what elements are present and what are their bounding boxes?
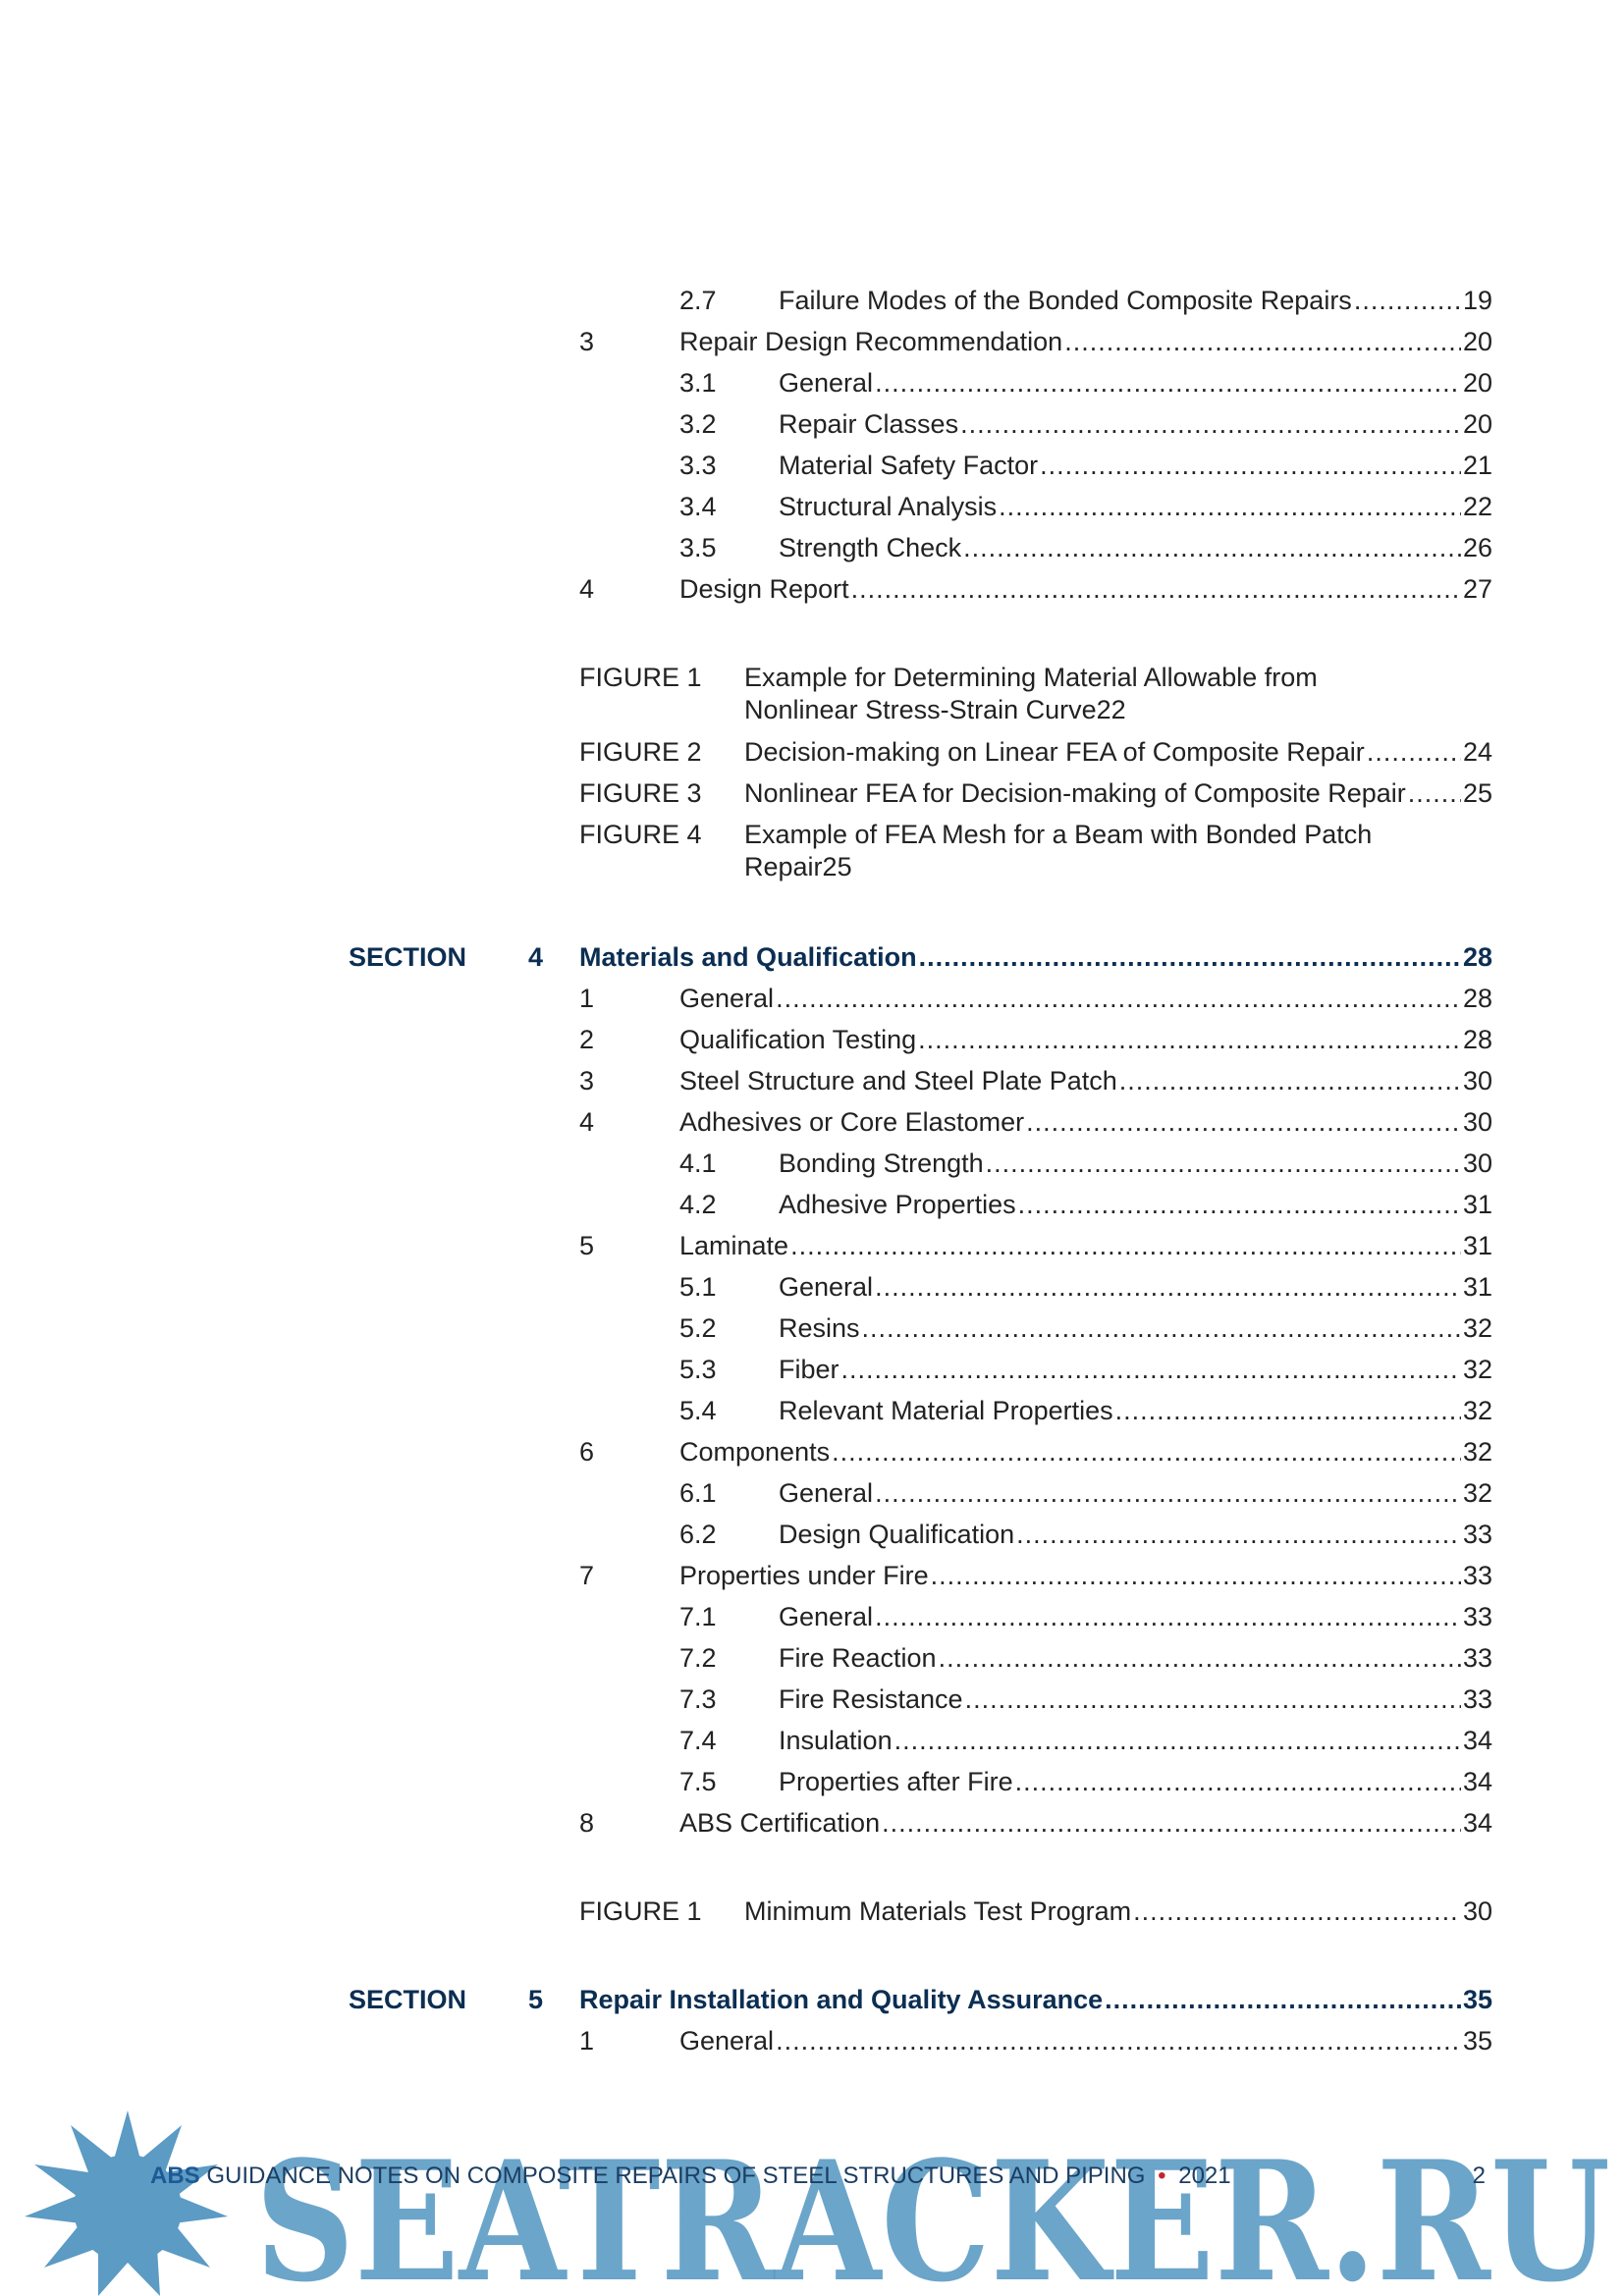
- figure-title: Minimum Materials Test Program: [744, 1896, 1132, 1926]
- entry-title: Insulation: [779, 1726, 893, 1755]
- dot-leader: [1119, 1065, 1461, 1097]
- entry-number: 5.4: [679, 1396, 717, 1425]
- dot-leader: [918, 1024, 1461, 1056]
- dot-leader: [931, 1560, 1461, 1592]
- entry-number: 7.5: [679, 1767, 717, 1796]
- figure-title-line1: Example for Determining Material Allowable from: [744, 663, 1318, 692]
- entry-number: 3.3: [679, 451, 717, 480]
- entry-title: Failure Modes of the Bonded Composite Repairs: [779, 286, 1352, 315]
- entry-title: Properties after Fire: [779, 1767, 1013, 1796]
- page-footer: [150, 2163, 1486, 2196]
- entry-number: 4.2: [679, 1190, 717, 1219]
- entry-number: 6: [579, 1437, 595, 1467]
- entry-title: Qualification Testing: [679, 1025, 917, 1054]
- dot-leader: [1133, 1896, 1461, 1928]
- entry-title: General: [679, 2026, 775, 2056]
- entry-page: 28: [1462, 1025, 1492, 1054]
- entry-page: 33: [1462, 1643, 1492, 1673]
- entry-number: 7: [579, 1561, 595, 1590]
- entry-title: Steel Structure and Steel Plate Patch: [679, 1066, 1117, 1095]
- entry-title: General: [779, 1478, 874, 1508]
- figure-title-line2: Repair: [744, 852, 823, 881]
- watermark-text: SEATRACKER.RU: [255, 2124, 1610, 2296]
- figure-title-line2: Nonlinear Stress-Strain Curve: [744, 695, 1097, 724]
- figure-label: FIGURE 2: [579, 737, 702, 767]
- entry-title: Strength Check: [779, 533, 962, 562]
- entry-title: Material Safety Factor: [779, 451, 1039, 480]
- entry-page: 31: [1462, 1190, 1492, 1219]
- section-title: Materials and Qualification: [579, 942, 917, 972]
- figure-title-line1: Example of FEA Mesh for a Beam with Bonded Patch: [744, 820, 1373, 849]
- entry-title: Components: [679, 1437, 831, 1467]
- entry-title: Adhesives or Core Elastomer: [679, 1107, 1025, 1137]
- dot-leader: [875, 1601, 1461, 1633]
- dot-leader: [960, 408, 1461, 441]
- entry-page: 20: [1462, 368, 1492, 398]
- dot-leader: [875, 1477, 1461, 1510]
- entry-page: 30: [1462, 1148, 1492, 1178]
- entry-page: 28: [1462, 984, 1492, 1013]
- footer-title: GUIDANCE NOTES ON COMPOSITE REPAIRS OF STEEL STRUCTURES AND PIPING: [206, 2163, 1146, 2189]
- entry-number: 7.2: [679, 1643, 717, 1673]
- entry-number: 7.3: [679, 1684, 717, 1714]
- entry-number: 6.2: [679, 1520, 717, 1549]
- footer-brand: ABS: [150, 2163, 200, 2189]
- entry-number: 3.5: [679, 533, 717, 562]
- dot-leader: [999, 491, 1461, 523]
- entry-title: Repair Design Recommendation: [679, 327, 1063, 356]
- dot-leader: [1105, 1984, 1461, 2016]
- dot-leader: [1064, 326, 1461, 358]
- entry-page: 20: [1462, 409, 1492, 439]
- entry-page: 21: [1462, 451, 1492, 480]
- entry-title: Design Qualification: [779, 1520, 1015, 1549]
- entry-title: Laminate: [679, 1231, 789, 1260]
- entry-number: 5: [579, 1231, 595, 1260]
- figure-title: Decision-making on Linear FEA of Composite Repair: [744, 737, 1365, 767]
- entry-number: 3: [579, 1066, 595, 1095]
- dot-leader: [965, 1683, 1461, 1716]
- figure-title: Nonlinear FEA for Decision-making of Composite Repair: [744, 778, 1406, 808]
- page-number: 2: [1472, 2163, 1486, 2189]
- figure-page: 30: [1462, 1896, 1492, 1926]
- entry-page: 34: [1462, 1808, 1492, 1838]
- entry-page: 33: [1462, 1520, 1492, 1549]
- dot-leader: [1026, 1106, 1461, 1139]
- entry-title: Adhesive Properties: [779, 1190, 1016, 1219]
- entry-number: 4.1: [679, 1148, 717, 1178]
- entry-page: 35: [1462, 2026, 1492, 2056]
- entry-number: 5.3: [679, 1355, 717, 1384]
- dot-leader: [894, 1725, 1461, 1757]
- dot-leader: [875, 367, 1461, 400]
- entry-page: 32: [1462, 1313, 1492, 1343]
- entry-number: 5.2: [679, 1313, 717, 1343]
- entry-title: Resins: [779, 1313, 860, 1343]
- entry-title: Fire Resistance: [779, 1684, 963, 1714]
- entry-page: 32: [1462, 1396, 1492, 1425]
- entry-title: Bonding Strength: [779, 1148, 984, 1178]
- entry-number: 5.1: [679, 1272, 717, 1302]
- dot-leader: [986, 1148, 1461, 1180]
- dot-leader: [919, 941, 1461, 974]
- figure-label: FIGURE 1: [579, 1896, 702, 1926]
- section-label: SECTION: [349, 942, 467, 972]
- dot-leader: [862, 1312, 1461, 1345]
- section-page: 35: [1462, 1985, 1492, 2014]
- entry-number: 6.1: [679, 1478, 717, 1508]
- footer-bullet: •: [1158, 2163, 1166, 2189]
- dot-leader: [832, 1436, 1461, 1468]
- entry-page: 34: [1462, 1726, 1492, 1755]
- figure-page: 25: [822, 852, 852, 881]
- entry-number: 3.1: [679, 368, 717, 398]
- dot-leader: [841, 1354, 1461, 1386]
- entry-page: 26: [1462, 533, 1492, 562]
- entry-number: 1: [579, 984, 595, 1013]
- entry-number: 3: [579, 327, 595, 356]
- entry-page: 32: [1462, 1355, 1492, 1384]
- entry-title: Properties under Fire: [679, 1561, 929, 1590]
- dot-leader: [1354, 285, 1461, 317]
- entry-number: 2: [579, 1025, 595, 1054]
- entry-number: 1: [579, 2026, 595, 2056]
- section-label: SECTION: [349, 1985, 467, 2014]
- entry-title: General: [779, 1602, 874, 1631]
- dot-leader: [1016, 1519, 1461, 1551]
- entry-number: 7.1: [679, 1602, 717, 1631]
- dot-leader: [1040, 450, 1461, 482]
- entry-title: ABS Certification: [679, 1808, 881, 1838]
- figure-label: FIGURE 1: [579, 663, 702, 692]
- figure-page: 24: [1462, 737, 1492, 767]
- dot-leader: [1018, 1189, 1461, 1221]
- entry-page: 32: [1462, 1478, 1492, 1508]
- dot-leader: [790, 1230, 1461, 1262]
- entry-page: 30: [1462, 1066, 1492, 1095]
- entry-page: 20: [1462, 327, 1492, 356]
- sun-icon: [25, 2110, 228, 2296]
- entry-number: 7.4: [679, 1726, 717, 1755]
- entry-title: Relevant Material Properties: [779, 1396, 1113, 1425]
- entry-number: 3.2: [679, 409, 717, 439]
- section-number: 4: [528, 942, 544, 972]
- entry-title: Design Report: [679, 574, 849, 604]
- entry-title: General: [779, 1272, 874, 1302]
- figure-page: 22: [1096, 695, 1126, 724]
- entry-title: Repair Classes: [779, 409, 959, 439]
- dot-leader: [1015, 1766, 1461, 1798]
- dot-leader: [1367, 736, 1461, 769]
- section-title: Repair Installation and Quality Assurance: [579, 1985, 1104, 2014]
- figure-label: FIGURE 4: [579, 820, 702, 849]
- entry-page: 34: [1462, 1767, 1492, 1796]
- entry-page: 33: [1462, 1684, 1492, 1714]
- entry-number: 2.7: [679, 286, 717, 315]
- entry-title: General: [679, 984, 775, 1013]
- entry-page: 22: [1462, 492, 1492, 521]
- entry-number: 8: [579, 1808, 595, 1838]
- figure-page: 25: [1462, 778, 1492, 808]
- entry-page: 31: [1462, 1272, 1492, 1302]
- dot-leader: [1408, 777, 1461, 810]
- dot-leader: [939, 1642, 1461, 1675]
- entry-page: 30: [1462, 1107, 1492, 1137]
- dot-leader: [1115, 1395, 1461, 1427]
- entry-number: 4: [579, 1107, 595, 1137]
- dot-leader: [875, 1271, 1461, 1304]
- entry-title: Fiber: [779, 1355, 839, 1384]
- dot-leader: [851, 573, 1461, 606]
- dot-leader: [963, 532, 1461, 564]
- entry-title: Structural Analysis: [779, 492, 998, 521]
- dot-leader: [882, 1807, 1461, 1840]
- entry-page: 33: [1462, 1561, 1492, 1590]
- dot-leader: [776, 2025, 1461, 2057]
- entry-page: 33: [1462, 1602, 1492, 1631]
- entry-number: 4: [579, 574, 595, 604]
- entry-number: 3.4: [679, 492, 717, 521]
- entry-page: 32: [1462, 1437, 1492, 1467]
- entry-title: Fire Reaction: [779, 1643, 937, 1673]
- footer-year: 2021: [1178, 2163, 1231, 2189]
- entry-page: 19: [1462, 286, 1492, 315]
- figure-label: FIGURE 3: [579, 778, 702, 808]
- entry-title: General: [779, 368, 874, 398]
- dot-leader: [776, 983, 1461, 1015]
- section-number: 5: [528, 1985, 544, 2014]
- entry-page: 31: [1462, 1231, 1492, 1260]
- section-page: 28: [1462, 942, 1492, 972]
- entry-page: 27: [1462, 574, 1492, 604]
